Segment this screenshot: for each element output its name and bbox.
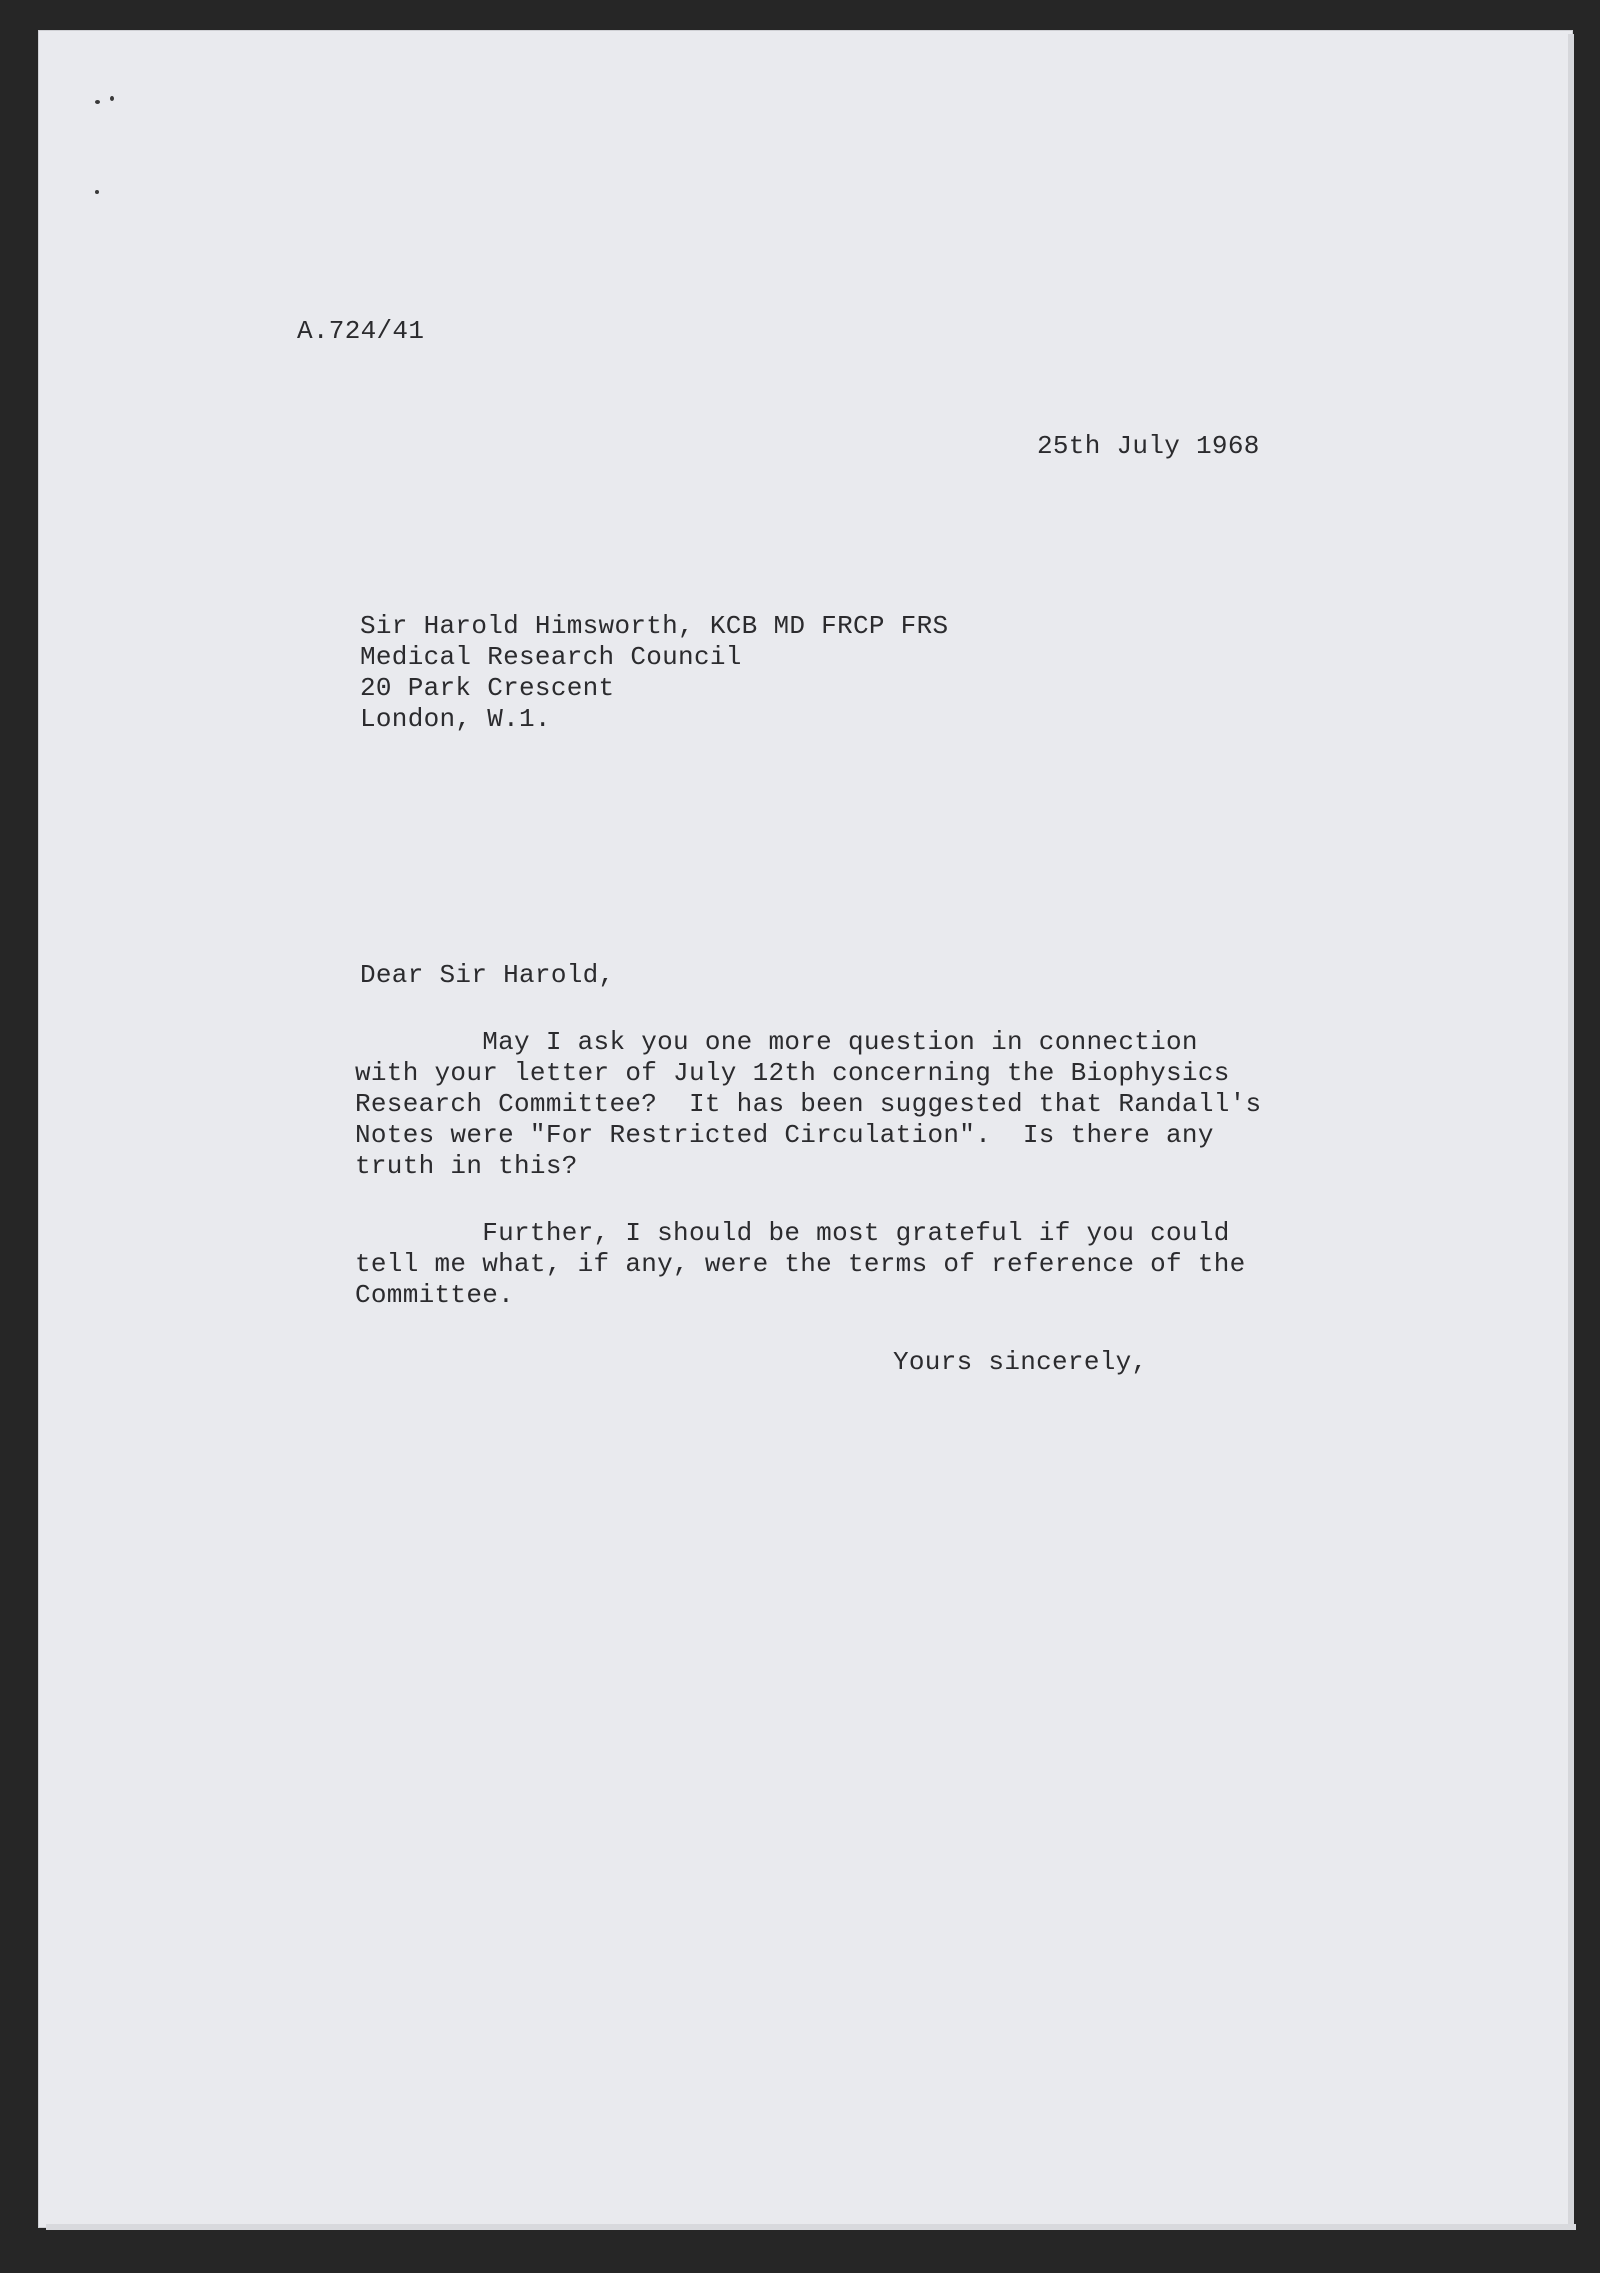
paragraph-line: Research Committee? It has been suggested that Randall's bbox=[355, 1089, 1262, 1119]
paper-speck bbox=[110, 96, 114, 101]
paper-speck bbox=[95, 190, 99, 194]
paragraph-line: Notes were "For Restricted Circulation". Is there any bbox=[355, 1120, 1214, 1150]
reference-number: A.724/41 bbox=[297, 316, 425, 346]
address-line: 20 Park Crescent bbox=[360, 673, 615, 703]
paragraph-line: truth in this? bbox=[355, 1151, 578, 1181]
paragraph-line: with your letter of July 12th concerning the Biophysics bbox=[355, 1058, 1230, 1088]
body-paragraph-2 bbox=[355, 1218, 1246, 1311]
complimentary-close: Yours sincerely, bbox=[893, 1347, 1148, 1377]
address-line: Medical Research Council bbox=[360, 642, 742, 672]
recipient-address bbox=[360, 611, 948, 735]
body-paragraph-1 bbox=[355, 1027, 1261, 1182]
letter-date: 25th July 1968 bbox=[1037, 431, 1260, 461]
paragraph-line: Committee. bbox=[355, 1280, 515, 1310]
page-edge-bottom bbox=[46, 2224, 1576, 2230]
salutation: Dear Sir Harold, bbox=[360, 960, 615, 990]
paragraph-line: tell me what, if any, were the terms of reference of the bbox=[355, 1249, 1246, 1279]
page-edge-right bbox=[1568, 34, 1574, 2228]
paragraph-line: May I ask you one more question in connection bbox=[355, 1027, 1198, 1057]
paper-speck bbox=[95, 100, 100, 104]
address-line: London, W.1. bbox=[360, 704, 551, 734]
address-line: Sir Harold Himsworth, KCB MD FRCP FRS bbox=[360, 611, 949, 641]
paragraph-line: Further, I should be most grateful if you could bbox=[355, 1218, 1230, 1248]
